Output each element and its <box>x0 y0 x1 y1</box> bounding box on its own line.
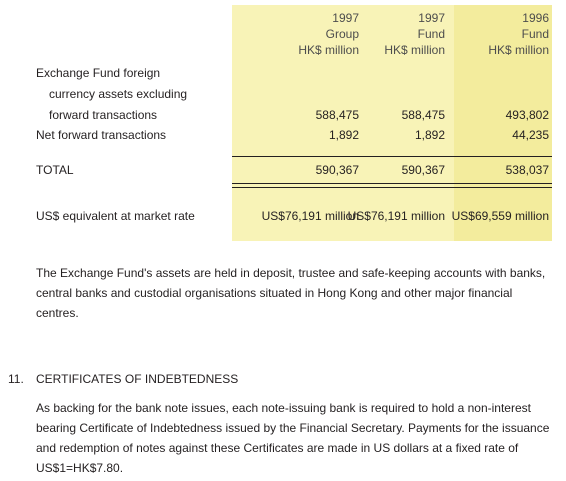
section-title: CERTIFICATES OF INDEBTEDNESS <box>36 372 239 386</box>
section-number: 11. <box>8 372 24 386</box>
row-label-total: TOTAL <box>36 163 74 177</box>
table-cell-usd: US$69,559 million <box>451 209 549 223</box>
column-header-1997-fund <box>384 10 445 58</box>
table-cell: 493,802 <box>505 108 549 122</box>
row-label-line: Exchange Fund foreign <box>36 66 161 80</box>
column-unit: HK$ million <box>488 43 549 57</box>
total-top-rule <box>232 156 552 157</box>
column-unit: HK$ million <box>384 43 445 57</box>
column-unit: HK$ million <box>298 43 359 57</box>
section-body: As backing for the bank note issues, each note-issuing bank is required to hold a non-interest bearing Certificate of Indebtedness issued by the Financial Secretary. Payments for the issuance and redemption of notes against these Certificates are made in US dollars at a fixed rate of US$1=HK$7.80. <box>36 401 550 475</box>
table-cell-total: 590,367 <box>315 163 359 177</box>
column-year: 1997 <box>418 11 445 25</box>
table-cell: 1,892 <box>414 128 445 142</box>
column-entity: Fund <box>417 27 445 41</box>
table-cell: 588,475 <box>401 108 445 122</box>
column-entity: Fund <box>521 27 549 41</box>
row-label-net-forward: Net forward transactions <box>36 128 167 142</box>
table-cell-usd: US$76,191 million <box>261 209 359 223</box>
column-entity: Group <box>325 27 359 41</box>
table-cell: 1,892 <box>328 128 359 142</box>
column-header-1996-fund <box>488 10 549 58</box>
table-cell-total: 590,367 <box>401 163 445 177</box>
column-year: 1996 <box>522 11 549 25</box>
column-year: 1997 <box>332 11 359 25</box>
total-double-rule-lower <box>232 187 552 188</box>
row-label-line: currency assets excluding <box>49 87 188 101</box>
table-cell: 588,475 <box>315 108 359 122</box>
total-double-rule-upper <box>232 183 552 184</box>
row-label-forward-transactions: forward transactions <box>49 108 158 122</box>
assets-paragraph: The Exchange Fund's assets are held in deposit, trustee and safe-keeping accounts with banks, central banks and custodial organisations situated in Hong Kong and other major financial centres. <box>36 266 546 320</box>
table-cell-usd: US$76,191 million <box>347 209 445 223</box>
row-label-usd-equivalent: US$ equivalent at market rate <box>36 209 195 223</box>
table-cell: 44,235 <box>512 128 549 142</box>
column-header-1997-group <box>298 10 359 58</box>
table-cell-total: 538,037 <box>505 163 549 177</box>
